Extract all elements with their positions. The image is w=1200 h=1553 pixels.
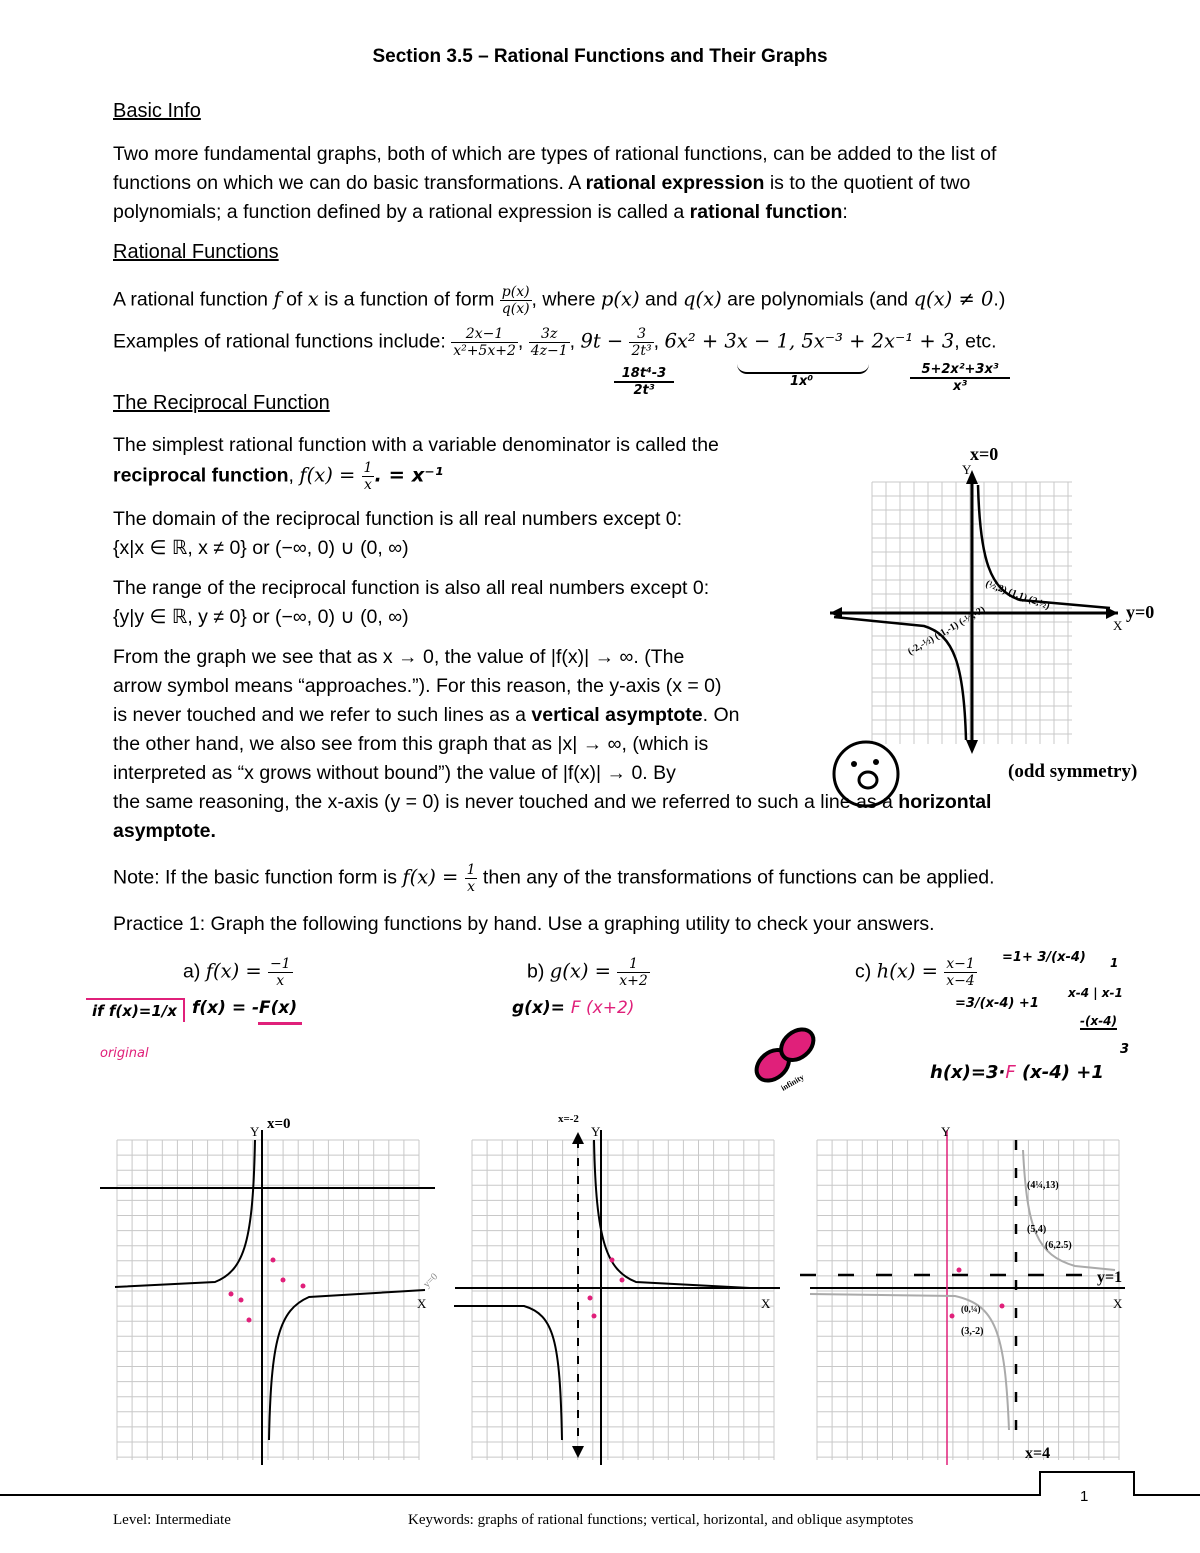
practice-c: c) h(x) = $\frac{x-1}{x-4}$ [855,956,975,989]
practice-heading: Practice 1: Graph the following functions by hand. Use a graphing utility to check your answers. [113,913,935,935]
y-axis-label: Y [941,1124,951,1139]
practice-a: a) f(x) = $\frac{-1}{x}$ [183,956,291,989]
hw-point-5: (0,¼) [961,1304,981,1314]
hw-a-original-def: if f(x)=1/x [86,998,185,1022]
curve-right [1023,1150,1115,1270]
practice-b: b) g(x) = $\frac{1}{x+2}$ [527,956,648,989]
graph-b [450,1110,790,1470]
hw-c-division-sub: -(x-4) [1080,1014,1118,1028]
asymptote-arrow-bottom [572,1446,584,1458]
reciprocal-heading: The Reciprocal Function [113,392,330,414]
hw-vertical-asymptote: x=4 [1025,1445,1051,1462]
page-number: 1 [1080,1488,1089,1505]
hw-a-underline [258,1022,302,1025]
hw-point-1: (4¼,13) [1027,1180,1059,1191]
graph-c [795,1110,1155,1470]
hw-horizontal-asymptote: y=1 [1097,1269,1123,1286]
plotted-points [229,1258,306,1323]
curve-right [269,1290,425,1440]
y-axis-label: Y [591,1124,601,1139]
x-axis-label: X [1113,1296,1123,1311]
x-axis-label: X [761,1296,771,1311]
hw-a-original: original [100,1046,149,1061]
hw-c-division-quotient: 1 [1110,956,1119,970]
hw-c-division: x-4 | x-1 [1068,986,1123,1000]
curve-right [594,1140,750,1288]
footer-level: Level: Intermediate [113,1512,231,1528]
hw-point-3: (6,2.5) [1045,1240,1072,1251]
hw-point-4: (3,-2) [961,1326,984,1337]
handwritten-ex5: 5+2x²+3x³ x³ [910,362,1010,394]
grid [472,1140,774,1460]
hw-c-step2: =3/(x-4) +1 [955,996,1039,1011]
basic-info-heading: Basic Info [113,100,201,122]
smiley-doodle [828,740,908,810]
infinity-sticker [745,1015,825,1095]
reciprocal-graph-discussion: From the graph we see that as x → 0, the value of |f(x)| → ∞. (The arrow symbol means “approaches.”). For this reason, the y-axis (x = 0) is never touched and we refer to such lines as a vertical asymptote. On the other hand, we also see from this graph that as |x| → ∞, (which is interpreted as “x grows without bound”) the value of |f(x)| → 0. By the same reasoning, the x-axis (y = 0) is never touched and we referred to such a line as a horizontal asymptote. [113,646,992,842]
page-title: Section 3.5 – Rational Functions and Their Graphs [372,46,828,67]
reciprocal-range: The range of the reciprocal function is also all real numbers except 0: {y|y ∈ ℝ, y ≠ 0} or (−∞, 0) ∪ (0, ∞) [113,577,710,628]
rational-function-definition: A rational function f of x is a function of form $\frac{p(x)}{q(x)}$ , where p(x) and q(x) are polynomials (and q(x) ≠ 0.) [113,284,1006,317]
y-axis-arrow-bottom [966,740,978,754]
x-axis-label: X [1113,618,1123,633]
handwritten-ex4: 1x⁰ [790,374,814,389]
reciprocal-domain: The domain of the reciprocal function is all real numbers except 0: {x|x ∈ ℝ, x ≠ 0} or (−∞, 0) ∪ (0, ∞) [113,508,683,559]
basic-info-paragraph: Two more fundamental graphs, both of which are types of rational functions, can be added to the list of functions on which we can do basic transformations. A rational expression is to the quotient of two polynomials; a function defined by a rational expression is called a rational function: [113,143,997,223]
hw-points-q1: (½,2) (1,1) (2,½) [983,578,1052,612]
hw-y0: y=0 [1126,602,1155,622]
reciprocal-intro: The simplest rational function with a variable denominator is called the reciprocal function, f(x) = $\frac{1}{x}$ . = x⁻¹ [113,434,719,493]
curve-left [115,1140,255,1287]
reciprocal-graph [820,440,1180,790]
rational-function-examples: Examples of rational functions include: $\frac{2x-1}{\text{x²+5x+2}}$ , $\frac{3z}{4z-1}$ , 9t − $\frac{3}{\text{2t³}}$ , 6x² + 3x − 1, 5x⁻³ + 2x⁻¹ + 3, etc. [113,326,997,359]
rational-functions-heading: Rational Functions [113,241,279,263]
graph-a [95,1110,450,1470]
footer-rule [0,1468,1200,1508]
note-paragraph: Note: If the basic function form is f(x) = $\frac{1}{x}$ then any of the transformations of functions can be applied. [113,862,995,895]
y-axis-label: Y [962,462,972,477]
hw-x0: x=0 [970,444,999,464]
x-axis-label: X [417,1296,427,1311]
hw-vertical-asymptote: x=0 [267,1116,291,1132]
hw-c-division-remainder: 3 [1120,1042,1130,1057]
underbrace-ex4 [737,364,869,374]
curve-left [810,1294,1009,1430]
hw-c-step1: =1+ 3/(x-4) [1002,950,1086,965]
hw-horizontal-asymptote: y=0 [421,1271,441,1291]
footer-keywords: Keywords: graphs of rational functions; vertical, horizontal, and oblique asymptotes [408,1512,914,1528]
hw-point-2: (5,4) [1027,1224,1047,1235]
hw-points-q3: (-2,-½) (-1,-1) (-½,-2) [906,604,988,658]
handwritten-ex3: 18t⁴-3 2t³ [614,366,674,398]
hw-odd-symmetry: (odd symmetry) [1008,761,1138,782]
hw-b-transform: g(x)= F (x+2) [512,998,635,1018]
hw-a-transform: f(x) = -F(x) [192,998,298,1018]
sticker-label: infinity [779,1072,806,1093]
hw-c-transform: h(x)=3·F (x-4) +1 [930,1062,1104,1083]
curve-left [454,1306,562,1440]
asymptote-arrow-top [572,1132,584,1144]
hw-vertical-asymptote: x=-2 [558,1113,579,1125]
y-axis-label: Y [250,1124,260,1139]
